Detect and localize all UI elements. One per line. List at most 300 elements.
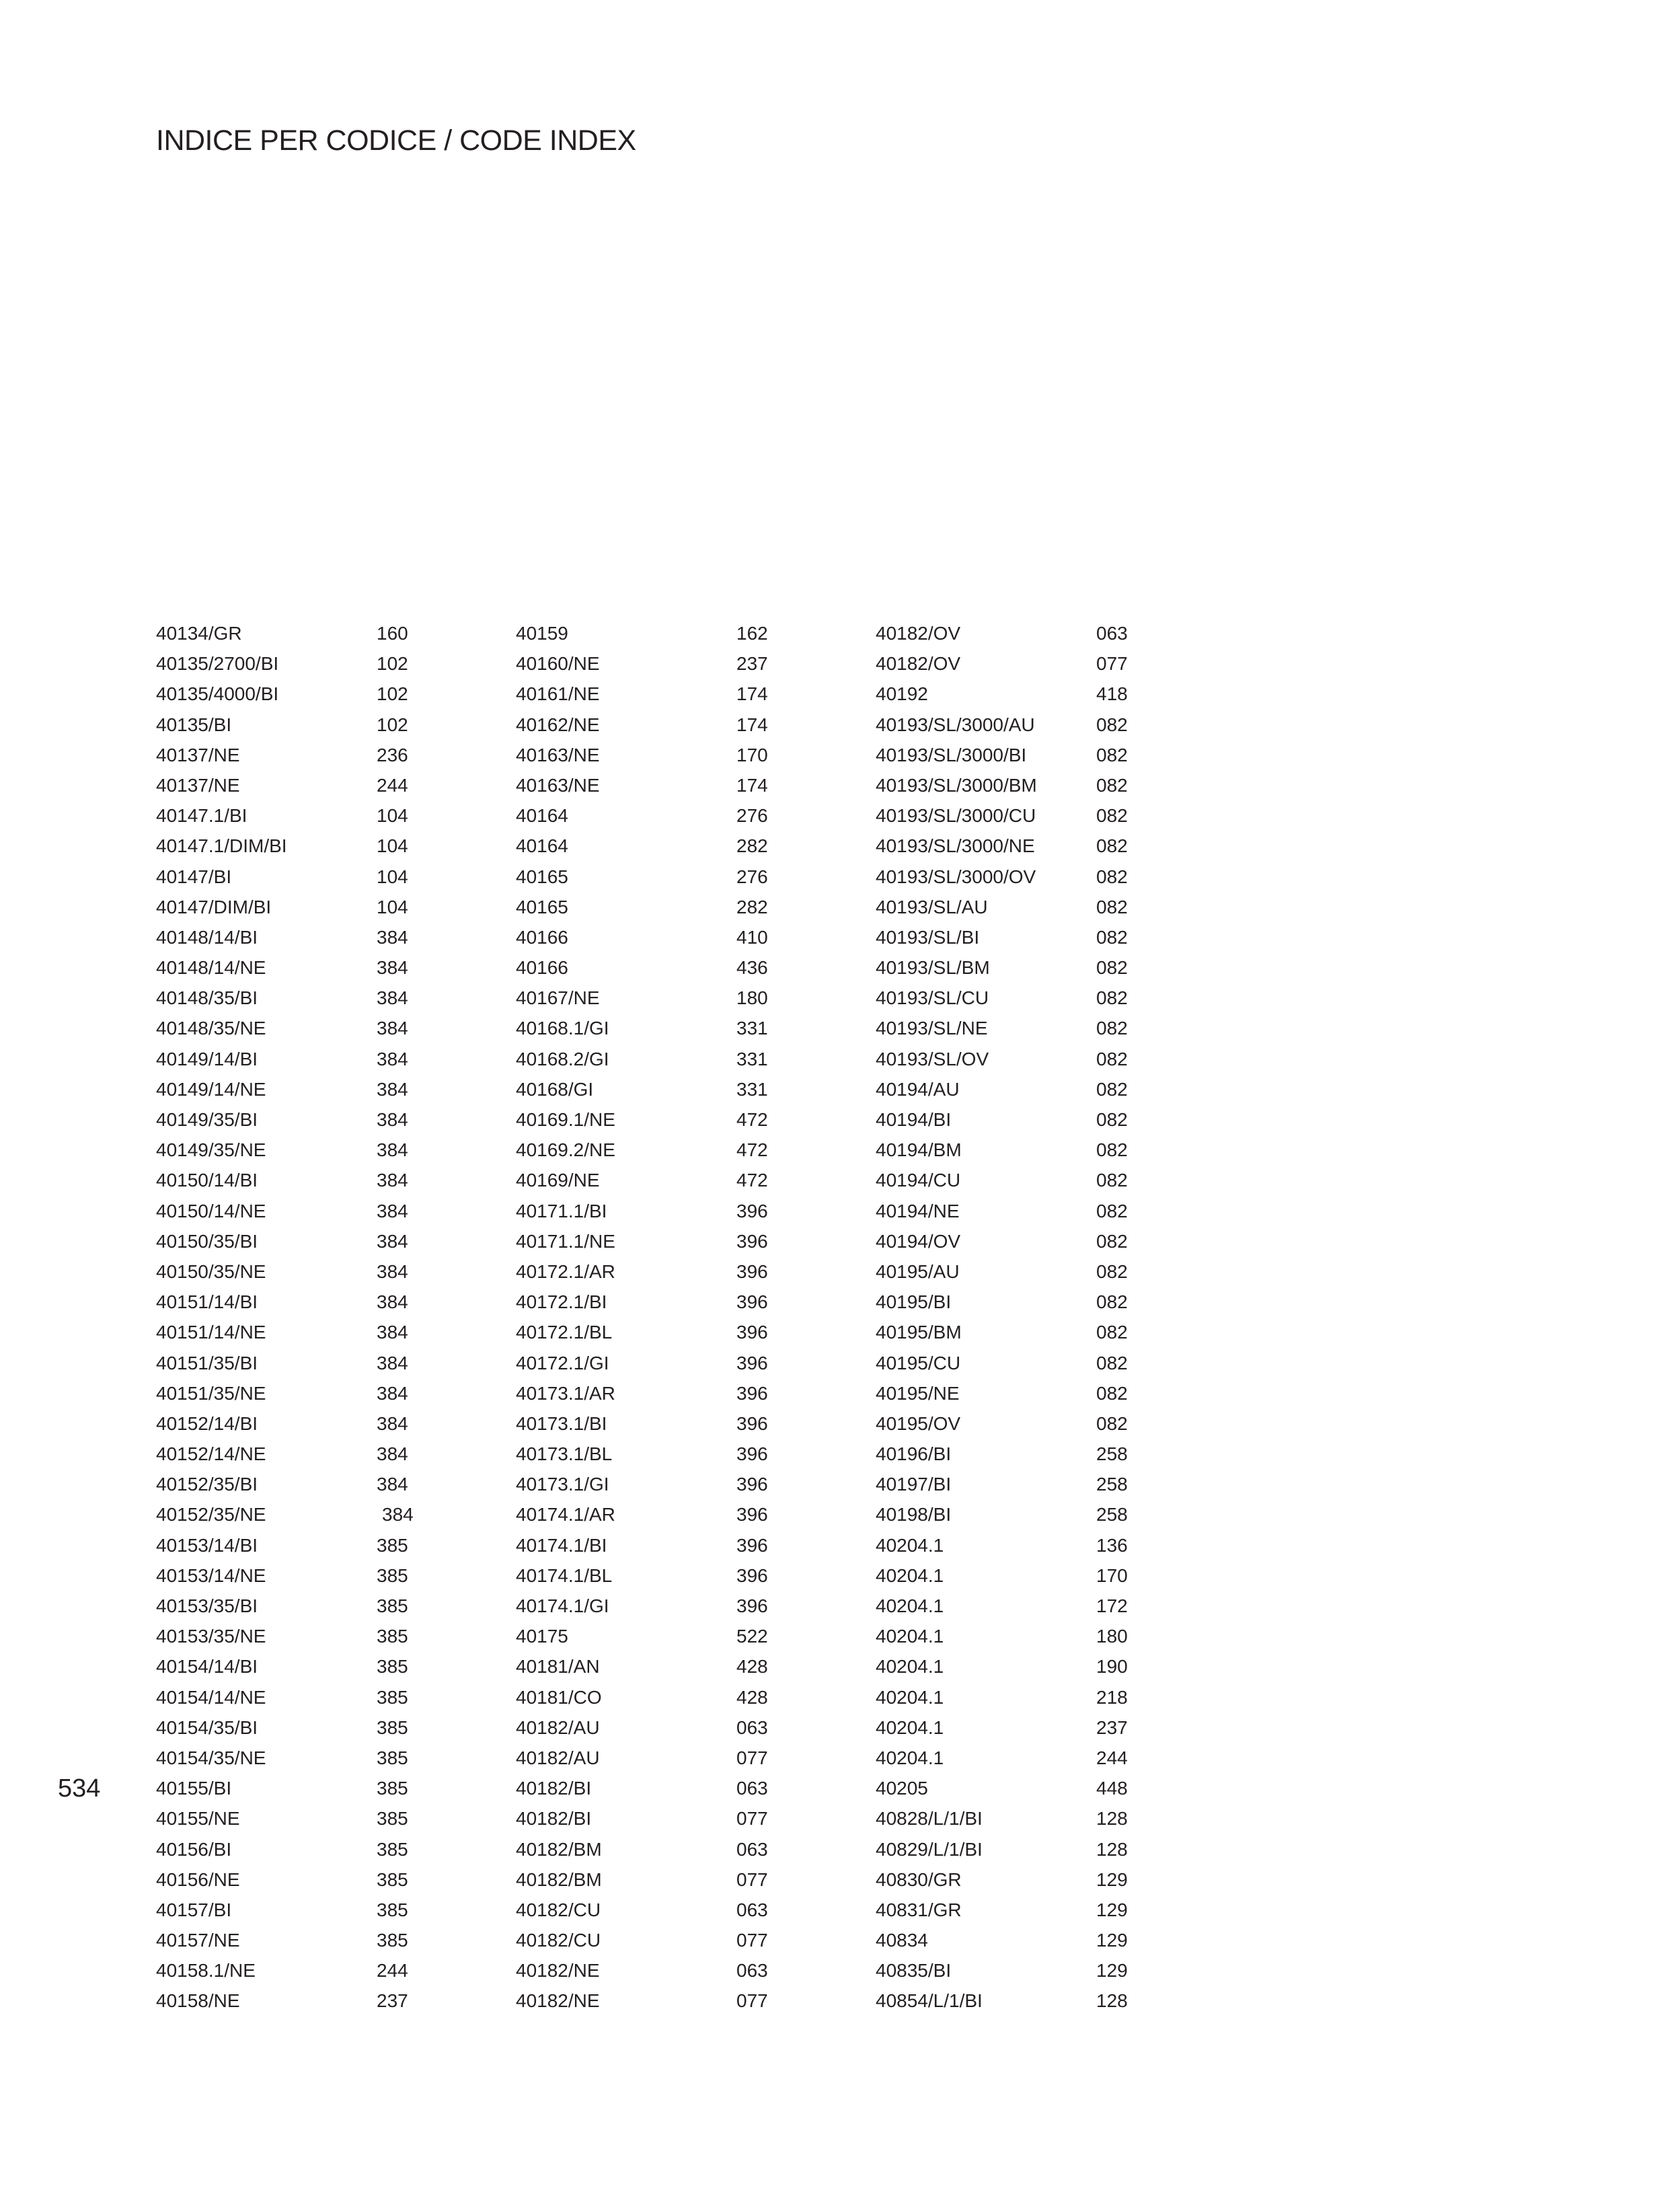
index-entry xyxy=(156,1348,438,1378)
page-reference: 385 xyxy=(377,1626,408,1647)
index-entry xyxy=(876,892,1158,922)
index-entry xyxy=(156,1378,438,1408)
index-entry xyxy=(156,922,438,952)
index-entry xyxy=(516,922,798,952)
page-reference: 384 xyxy=(377,1412,408,1434)
page-reference: 384 xyxy=(377,1322,408,1343)
index-entry xyxy=(516,1499,798,1530)
page-reference: 082 xyxy=(1096,1200,1128,1221)
index-entry xyxy=(156,1135,438,1165)
page-title: INDICE PER CODICE / CODE INDEX xyxy=(156,124,636,157)
page-reference: 244 xyxy=(1096,1747,1128,1768)
product-code: 40195/OV xyxy=(876,1412,961,1434)
page-reference: 082 xyxy=(1096,1291,1128,1313)
product-code: 40158.1/NE xyxy=(156,1960,256,1982)
product-code: 40172.1/BI xyxy=(516,1291,607,1313)
index-entry xyxy=(156,1560,438,1591)
page-reference: 063 xyxy=(736,1960,768,1982)
page-reference: 218 xyxy=(1096,1686,1128,1708)
page-reference: 276 xyxy=(736,866,768,887)
page-reference: 237 xyxy=(736,653,768,675)
product-code: 40831/GR xyxy=(876,1899,962,1920)
index-entry xyxy=(876,1348,1158,1378)
page-reference: 104 xyxy=(377,835,408,857)
product-code: 40195/BI xyxy=(876,1291,952,1313)
product-code: 40158/NE xyxy=(156,1990,240,2012)
product-code: 40163/NE xyxy=(516,774,600,796)
index-entry xyxy=(876,1469,1158,1499)
product-code: 40163/NE xyxy=(516,744,600,765)
index-entry xyxy=(876,862,1158,892)
index-entry xyxy=(876,1743,1158,1773)
product-code: 40149/14/NE xyxy=(156,1078,266,1100)
index-entry xyxy=(876,1621,1158,1651)
product-code: 40153/35/BI xyxy=(156,1595,258,1616)
index-column-1 xyxy=(156,618,438,2016)
page-reference: 162 xyxy=(736,623,768,644)
index-entry xyxy=(516,618,798,648)
page-reference: 384 xyxy=(377,1352,408,1373)
product-code: 40135/BI xyxy=(156,714,232,735)
product-code: 40174.1/BI xyxy=(516,1534,607,1556)
product-code: 40150/14/BI xyxy=(156,1170,258,1191)
page-reference: 472 xyxy=(736,1109,768,1130)
index-column-2 xyxy=(516,618,798,2016)
index-entry xyxy=(156,1955,438,1986)
page-reference: 384 xyxy=(377,1230,408,1252)
page-reference: 276 xyxy=(736,805,768,827)
product-code: 40157/NE xyxy=(156,1930,240,1951)
product-code: 40156/NE xyxy=(156,1869,240,1890)
index-entry xyxy=(876,1256,1158,1287)
index-entry xyxy=(516,892,798,922)
page-reference: 282 xyxy=(736,835,768,857)
index-entry xyxy=(876,710,1158,740)
index-entry xyxy=(876,1013,1158,1043)
product-code: 40193/SL/OV xyxy=(876,1048,989,1069)
index-entry xyxy=(516,770,798,800)
page-reference: 077 xyxy=(736,1808,768,1829)
index-entry xyxy=(156,1712,438,1743)
product-code: 40171.1/NE xyxy=(516,1230,615,1252)
product-code: 40152/35/NE xyxy=(156,1504,266,1525)
product-code: 40182/NE xyxy=(516,1960,600,1982)
product-code: 40182/BI xyxy=(516,1778,592,1799)
index-entry xyxy=(876,1682,1158,1712)
index-entry xyxy=(516,648,798,679)
index-entry xyxy=(156,770,438,800)
index-entry xyxy=(876,1530,1158,1560)
product-code: 40165 xyxy=(516,896,568,917)
page-reference: 396 xyxy=(736,1382,768,1404)
product-code: 40175 xyxy=(516,1626,568,1647)
page-reference: 384 xyxy=(377,1078,408,1100)
product-code: 40854/L/1/BI xyxy=(876,1990,983,2012)
product-code: 40166 xyxy=(516,926,568,948)
product-code: 40164 xyxy=(516,835,568,857)
product-code: 40155/NE xyxy=(156,1808,240,1829)
product-code: 40181/CO xyxy=(516,1686,602,1708)
index-entry xyxy=(516,1135,798,1165)
index-entry xyxy=(516,1469,798,1499)
page-reference: 180 xyxy=(736,987,768,1009)
product-code: 40193/SL/3000/CU xyxy=(876,805,1036,827)
page-reference: 102 xyxy=(377,683,408,705)
product-code: 40150/35/NE xyxy=(156,1260,266,1282)
page-reference: 384 xyxy=(377,1170,408,1191)
product-code: 40149/35/BI xyxy=(156,1109,258,1130)
page-reference: 244 xyxy=(377,1960,408,1982)
page-reference: 136 xyxy=(1096,1534,1128,1556)
product-code: 40135/4000/BI xyxy=(156,683,279,705)
index-entry xyxy=(876,1226,1158,1256)
index-entry xyxy=(156,679,438,709)
page-reference: 331 xyxy=(736,1018,768,1039)
index-entry xyxy=(156,1682,438,1712)
page-reference: 396 xyxy=(736,1474,768,1495)
product-code: 40155/BI xyxy=(156,1778,232,1799)
index-entry xyxy=(156,1196,438,1226)
page-reference: 063 xyxy=(736,1838,768,1860)
page-reference: 396 xyxy=(736,1200,768,1221)
page-reference: 385 xyxy=(377,1838,408,1860)
product-code: 40157/BI xyxy=(156,1899,232,1920)
index-entry xyxy=(516,800,798,831)
index-entry xyxy=(876,1378,1158,1408)
page-number: 534 xyxy=(58,1774,101,1803)
product-code: 40147.1/BI xyxy=(156,805,247,827)
index-entry xyxy=(876,618,1158,648)
page-reference: 385 xyxy=(377,1869,408,1890)
product-code: 40164 xyxy=(516,805,568,827)
index-entry xyxy=(516,1287,798,1317)
index-entry xyxy=(156,1317,438,1347)
page-reference: 128 xyxy=(1096,1838,1128,1860)
page-reference: 082 xyxy=(1096,926,1128,948)
product-code: 40182/NE xyxy=(516,1990,600,2012)
product-code: 40192 xyxy=(876,683,928,705)
index-entry xyxy=(516,679,798,709)
page-reference: 384 xyxy=(377,1018,408,1039)
page-reference: 082 xyxy=(1096,866,1128,887)
product-code: 40198/BI xyxy=(876,1504,952,1525)
index-entry xyxy=(516,1044,798,1074)
page-reference: 396 xyxy=(736,1322,768,1343)
product-code: 40169.2/NE xyxy=(516,1139,615,1161)
product-code: 40174.1/AR xyxy=(516,1504,615,1525)
index-entry xyxy=(876,1499,1158,1530)
index-entry xyxy=(876,1408,1158,1439)
product-code: 40156/BI xyxy=(156,1838,232,1860)
page-reference: 129 xyxy=(1096,1930,1128,1951)
page-reference: 102 xyxy=(377,714,408,735)
index-entry xyxy=(156,983,438,1013)
page-reference: 180 xyxy=(1096,1626,1128,1647)
product-code: 40204.1 xyxy=(876,1626,944,1647)
index-entry xyxy=(156,1104,438,1135)
product-code: 40195/CU xyxy=(876,1352,961,1373)
page-reference: 385 xyxy=(377,1930,408,1951)
index-entry xyxy=(876,1895,1158,1925)
index-entry xyxy=(516,1165,798,1195)
page-reference: 128 xyxy=(1096,1808,1128,1829)
product-code: 40174.1/BL xyxy=(516,1564,613,1586)
product-code: 40151/35/BI xyxy=(156,1352,258,1373)
product-code: 40194/BM xyxy=(876,1139,962,1161)
product-code: 40150/14/NE xyxy=(156,1200,266,1221)
page-reference: 172 xyxy=(1096,1595,1128,1616)
product-code: 40148/14/NE xyxy=(156,957,266,979)
index-entry xyxy=(516,1621,798,1651)
product-code: 40148/35/NE xyxy=(156,1018,266,1039)
index-entry xyxy=(516,952,798,983)
product-code: 40834 xyxy=(876,1930,928,1951)
page-reference: 174 xyxy=(736,683,768,705)
index-entry xyxy=(156,740,438,770)
product-code: 40153/35/NE xyxy=(156,1626,266,1647)
index-entry xyxy=(876,1560,1158,1591)
page-reference: 082 xyxy=(1096,1048,1128,1069)
product-code: 40168/GI xyxy=(516,1078,594,1100)
index-entry xyxy=(156,1013,438,1043)
page-reference: 396 xyxy=(736,1564,768,1586)
index-entry xyxy=(876,1803,1158,1834)
index-entry xyxy=(516,1378,798,1408)
product-code: 40152/35/BI xyxy=(156,1474,258,1495)
page-reference: 170 xyxy=(736,744,768,765)
product-code: 40182/BI xyxy=(516,1808,592,1829)
index-entry xyxy=(516,1743,798,1773)
index-entry xyxy=(516,1256,798,1287)
page-reference: 331 xyxy=(736,1048,768,1069)
page-reference: 384 xyxy=(377,1260,408,1282)
page-reference: 128 xyxy=(1096,1990,1128,2012)
page-reference: 190 xyxy=(1096,1656,1128,1677)
page-reference: 385 xyxy=(377,1808,408,1829)
page-reference: 129 xyxy=(1096,1869,1128,1890)
index-entry xyxy=(156,1165,438,1195)
page-reference: 472 xyxy=(736,1139,768,1161)
page-reference: 428 xyxy=(736,1686,768,1708)
index-entry xyxy=(876,1591,1158,1621)
index-entry xyxy=(156,1591,438,1621)
page-reference: 082 xyxy=(1096,896,1128,917)
page-reference: 418 xyxy=(1096,683,1128,705)
product-code: 40154/14/BI xyxy=(156,1656,258,1677)
product-code: 40194/AU xyxy=(876,1078,960,1100)
index-entry xyxy=(156,1044,438,1074)
index-entry xyxy=(516,1226,798,1256)
page-reference: 082 xyxy=(1096,957,1128,979)
page-reference: 174 xyxy=(736,774,768,796)
page-reference: 396 xyxy=(736,1291,768,1313)
page-reference: 082 xyxy=(1096,774,1128,796)
page-reference: 082 xyxy=(1096,1078,1128,1100)
product-code: 40182/BM xyxy=(516,1869,602,1890)
page-reference: 082 xyxy=(1096,1018,1128,1039)
index-entry xyxy=(156,1925,438,1955)
page-reference: 384 xyxy=(377,1200,408,1221)
index-entry xyxy=(876,1925,1158,1955)
page-reference: 385 xyxy=(377,1686,408,1708)
page-reference: 384 xyxy=(382,1504,414,1525)
product-code: 40829/L/1/BI xyxy=(876,1838,983,1860)
index-entry xyxy=(876,983,1158,1013)
index-entry xyxy=(876,831,1158,861)
index-entry xyxy=(516,831,798,861)
index-entry xyxy=(156,1499,438,1530)
product-code: 40173.1/GI xyxy=(516,1474,609,1495)
index-entry xyxy=(156,1773,438,1803)
product-code: 40182/AU xyxy=(516,1717,600,1738)
page-reference: 396 xyxy=(736,1443,768,1465)
index-entry xyxy=(876,800,1158,831)
index-entry xyxy=(156,952,438,983)
page-reference: 244 xyxy=(377,774,408,796)
page-reference: 063 xyxy=(736,1899,768,1920)
product-code: 40194/CU xyxy=(876,1170,961,1191)
product-code: 40148/14/BI xyxy=(156,926,258,948)
page-reference: 385 xyxy=(377,1595,408,1616)
index-entry xyxy=(156,710,438,740)
index-entry xyxy=(156,1743,438,1773)
product-code: 40204.1 xyxy=(876,1686,944,1708)
page-reference: 282 xyxy=(736,896,768,917)
index-entry xyxy=(876,1439,1158,1469)
product-code: 40172.1/BL xyxy=(516,1322,613,1343)
index-entry xyxy=(516,1986,798,2016)
index-entry xyxy=(516,1651,798,1682)
product-code: 40171.1/BI xyxy=(516,1200,607,1221)
product-code: 40159 xyxy=(516,623,568,644)
page-reference: 237 xyxy=(1096,1717,1128,1738)
index-entry xyxy=(876,922,1158,952)
product-code: 40204.1 xyxy=(876,1595,944,1616)
page-reference: 385 xyxy=(377,1747,408,1768)
product-code: 40205 xyxy=(876,1778,928,1799)
index-entry xyxy=(516,1196,798,1226)
index-entry xyxy=(156,1986,438,2016)
page-reference: 428 xyxy=(736,1656,768,1677)
product-code: 40154/14/NE xyxy=(156,1686,266,1708)
page-reference: 384 xyxy=(377,1048,408,1069)
product-code: 40835/BI xyxy=(876,1960,952,1982)
product-code: 40193/SL/AU xyxy=(876,896,988,917)
index-entry xyxy=(876,679,1158,709)
index-entry xyxy=(516,710,798,740)
product-code: 40182/CU xyxy=(516,1899,601,1920)
page-reference: 082 xyxy=(1096,1322,1128,1343)
product-code: 40182/OV xyxy=(876,623,961,644)
index-entry xyxy=(516,1834,798,1864)
page-reference: 082 xyxy=(1096,1352,1128,1373)
product-code: 40193/SL/NE xyxy=(876,1018,988,1039)
index-entry xyxy=(156,1439,438,1469)
index-entry xyxy=(876,1044,1158,1074)
index-entry xyxy=(876,740,1158,770)
index-entry xyxy=(156,1287,438,1317)
product-code: 40197/BI xyxy=(876,1474,952,1495)
page-reference: 436 xyxy=(736,957,768,979)
page-reference: 104 xyxy=(377,896,408,917)
index-entry xyxy=(156,1256,438,1287)
product-code: 40193/SL/3000/NE xyxy=(876,835,1035,857)
product-code: 40137/NE xyxy=(156,744,240,765)
page-reference: 174 xyxy=(736,714,768,735)
page-reference: 384 xyxy=(377,1291,408,1313)
product-code: 40151/35/NE xyxy=(156,1382,266,1404)
product-code: 40182/AU xyxy=(516,1747,600,1768)
index-entry xyxy=(876,1986,1158,2016)
page-reference: 082 xyxy=(1096,1412,1128,1434)
page-reference: 385 xyxy=(377,1899,408,1920)
index-entry xyxy=(156,1226,438,1256)
page-reference: 082 xyxy=(1096,835,1128,857)
product-code: 40204.1 xyxy=(876,1747,944,1768)
index-entry xyxy=(876,1834,1158,1864)
page-reference: 384 xyxy=(377,957,408,979)
index-entry xyxy=(516,862,798,892)
index-entry xyxy=(156,1895,438,1925)
product-code: 40195/AU xyxy=(876,1260,960,1282)
product-code: 40161/NE xyxy=(516,683,600,705)
page-reference: 384 xyxy=(377,1382,408,1404)
index-entry xyxy=(156,648,438,679)
page-reference: 396 xyxy=(736,1352,768,1373)
index-entry xyxy=(516,983,798,1013)
index-entry xyxy=(156,1469,438,1499)
product-code: 40182/OV xyxy=(876,653,961,675)
index-entry xyxy=(876,648,1158,679)
page-reference: 129 xyxy=(1096,1899,1128,1920)
index-entry xyxy=(876,1773,1158,1803)
product-code: 40135/2700/BI xyxy=(156,653,279,675)
page-reference: 385 xyxy=(377,1717,408,1738)
page-reference: 102 xyxy=(377,653,408,675)
product-code: 40193/SL/3000/BM xyxy=(876,774,1037,796)
page-reference: 082 xyxy=(1096,1139,1128,1161)
index-entry xyxy=(876,1135,1158,1165)
product-code: 40149/35/NE xyxy=(156,1139,266,1161)
page-reference: 396 xyxy=(736,1534,768,1556)
index-entry xyxy=(156,862,438,892)
page-reference: 082 xyxy=(1096,1230,1128,1252)
product-code: 40172.1/GI xyxy=(516,1352,609,1373)
page-reference: 082 xyxy=(1096,1170,1128,1191)
page-reference: 385 xyxy=(377,1564,408,1586)
index-entry xyxy=(156,1074,438,1104)
page-reference: 077 xyxy=(1096,653,1128,675)
index-entry xyxy=(876,770,1158,800)
product-code: 40182/CU xyxy=(516,1930,601,1951)
index-entry xyxy=(516,1591,798,1621)
index-entry xyxy=(516,1895,798,1925)
index-entry xyxy=(516,1803,798,1834)
page-reference: 396 xyxy=(736,1504,768,1525)
index-entry xyxy=(516,1408,798,1439)
index-entry xyxy=(156,1408,438,1439)
product-code: 40162/NE xyxy=(516,714,600,735)
page-reference: 448 xyxy=(1096,1778,1128,1799)
index-entry xyxy=(876,1196,1158,1226)
index-entry xyxy=(516,1317,798,1347)
index-entry xyxy=(516,1925,798,1955)
page-reference: 396 xyxy=(736,1595,768,1616)
page-reference: 384 xyxy=(377,1139,408,1161)
page-reference: 384 xyxy=(377,1109,408,1130)
product-code: 40169/NE xyxy=(516,1170,600,1191)
page-reference: 170 xyxy=(1096,1564,1128,1586)
